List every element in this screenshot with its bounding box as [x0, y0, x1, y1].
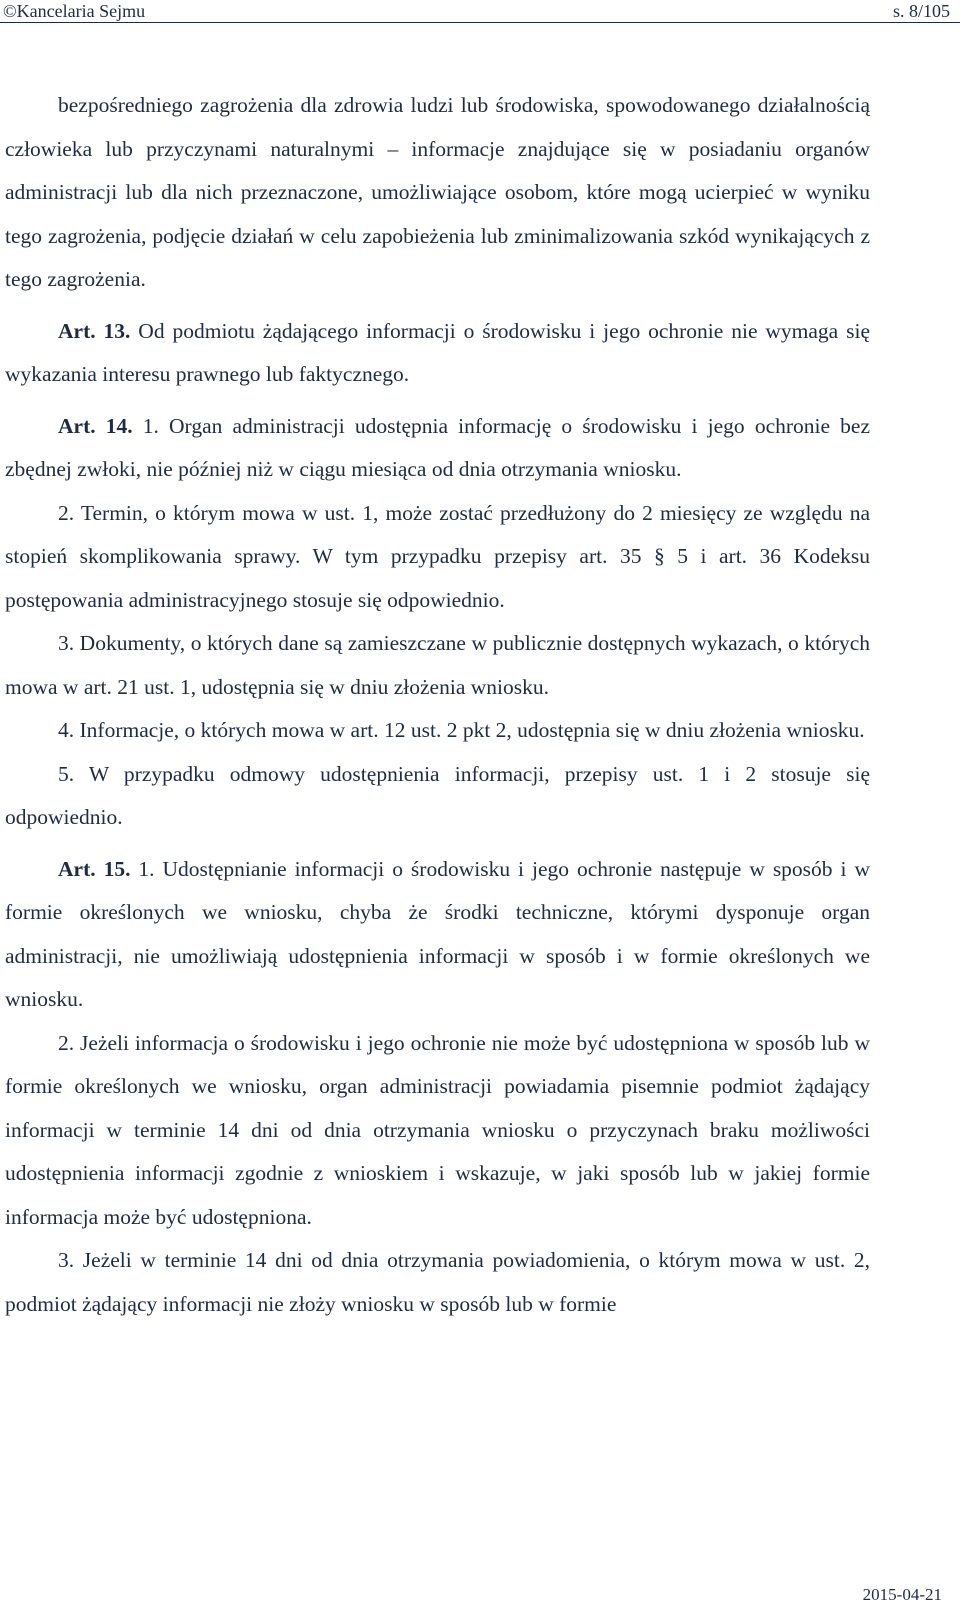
- paragraph-art-14-3: 3. Dokumenty, o których dane są zamieszczane w publicznie dostępnych wykazach, o których mowa w art. 21 ust. 1, udostępnia się w dniu złożenia wniosku.: [5, 631, 870, 699]
- paragraph-art-15-1: Art. 15. 1. Udostępnianie informacji o środowisku i jego ochronie następuje w sposób i w formie określonych we wniosku, chyba że środki techniczne, którymi dysponuje organ administracji, nie umożliwiają udostępnienia informacji w sposób i w formie określonych we wniosku.: [5, 856, 870, 1011]
- article-number: Art. 15.: [58, 856, 131, 881]
- document-body: [5, 84, 870, 1326]
- article-number: Art. 13.: [58, 318, 131, 343]
- paragraph-art-13: Art. 13. Od podmiotu żądającego informacji o środowisku i jego ochronie nie wymaga się wykazania interesu prawnego lub faktycznego.: [5, 318, 871, 386]
- paragraph-art-15-2: 2. Jeżeli informacja o środowisku i jego ochronie nie może być udostępniona w sposób lub w formie określonych we wniosku, organ administracji powiadamia pisemnie podmiot żądający informacji w terminie 14 dni od dnia otrzymania wniosku o przyczynach braku możliwości udostępnienia informacji zgodnie z wnioskiem i wskazuje, w jaki sposób lub w jakiej formie informacja może być udostępniona.: [5, 1030, 870, 1229]
- page-header: [0, 0, 960, 26]
- paragraph-art-14-1: Art. 14. 1. Organ administracji udostępnia informację o środowisku i jego ochronie bez zbędnej zwłoki, nie później niż w ciągu miesiąca od dnia otrzymania wniosku.: [5, 413, 871, 481]
- page-number: s. 8/105: [892, 1, 950, 21]
- paragraph-art-14-5: 5. W przypadku odmowy udostępnienia informacji, przepisy ust. 1 i 2 stosuje się odpowiednio.: [5, 761, 870, 829]
- paragraph-art-14-2: 2. Termin, o którym mowa w ust. 1, może zostać przedłużony do 2 miesięcy ze względu na stopień skomplikowania sprawy. W tym przypadku przepisy art. 35 § 5 i art. 36 Kodeksu postępowania administracyjnego stosuje się odpowiednio.: [5, 500, 870, 612]
- publisher-label: ©Kancelaria Sejmu: [3, 1, 146, 21]
- paragraph-art-15-3: 3. Jeżeli w terminie 14 dni od dnia otrzymania powiadomienia, o którym mowa w ust. 2, podmiot żądający informacji nie złoży wniosku w sposób lub w formie: [5, 1248, 870, 1316]
- paragraph-continuation: bezpośredniego zagrożenia dla zdrowia ludzi lub środowiska, spowodowanego działalnością człowieka lub przyczynami naturalnymi – informacje znajdujące się w posiadaniu organów administracji lub dla nich przeznaczone, umożliwiające osobom, które mogą ucierpieć w wyniku tego zagrożenia, podjęcie działań w celu zapobieżenia lub zminimalizowania szkód wynikających z tego zagrożenia.: [5, 93, 870, 291]
- publication-date: 2015-04-21: [862, 1585, 942, 1604]
- paragraph-art-14-4: 4. Informacje, o których mowa w art. 12 ust. 2 pkt 2, udostępnia się w dniu złożenia wniosku.: [58, 718, 865, 742]
- article-number: Art. 14.: [58, 413, 133, 438]
- header-rule: [0, 22, 960, 23]
